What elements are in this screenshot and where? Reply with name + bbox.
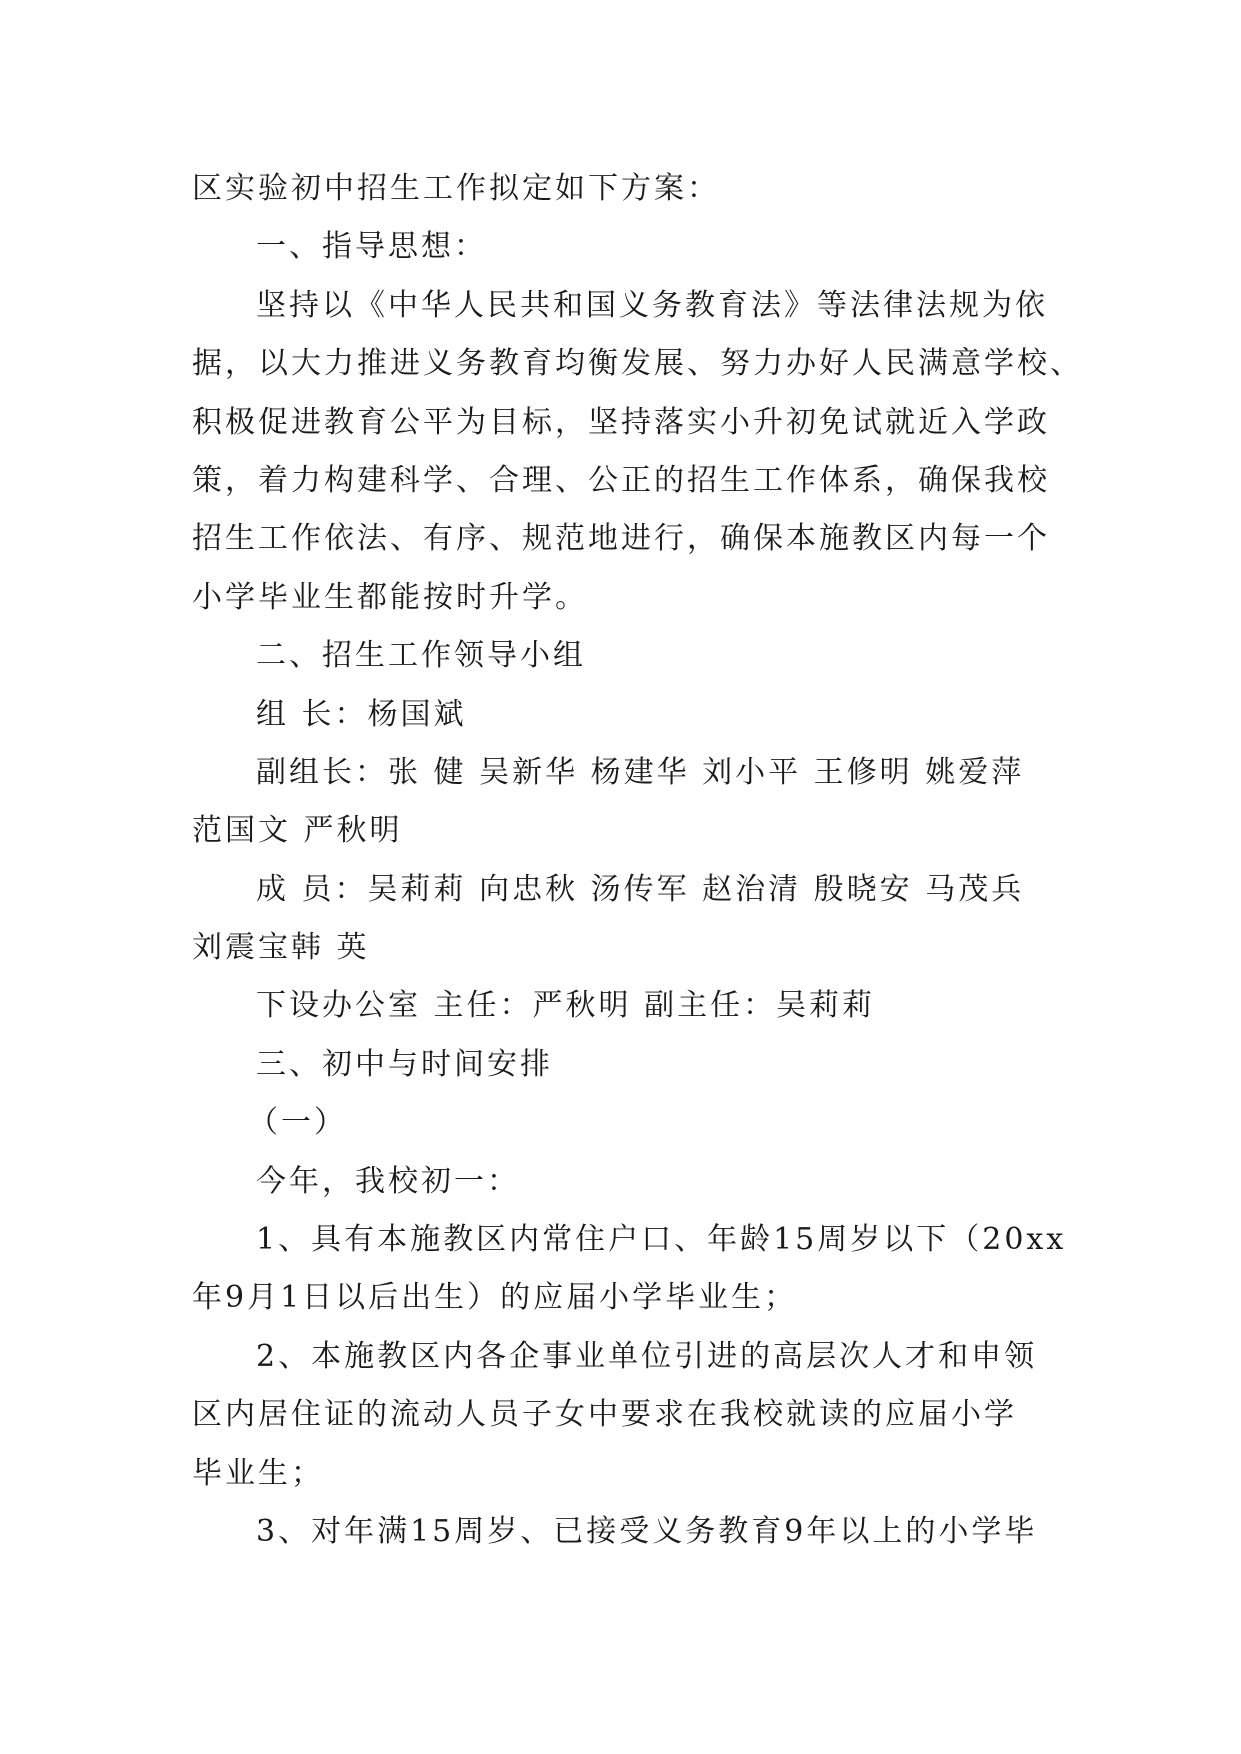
paragraph-line: 今年，我校初一：: [256, 1163, 520, 1199]
members-line: 成 员：吴莉莉 向忠秋 汤传军 赵治清 殷晓安 马茂兵: [256, 871, 1025, 907]
paragraph-line: 坚持以《中华人民共和国义务教育法》等法律法规为依: [256, 287, 1048, 323]
paragraph-line: 策，着力构建科学、合理、公正的招生工作体系，确保我校: [192, 462, 1050, 498]
paragraph-line: 区实验初中招生工作拟定如下方案：: [192, 171, 720, 206]
list-item-2-continued: 毕业生；: [192, 1455, 324, 1491]
list-item-3: 3、对年满15周岁、已接受义务教育9年以上的小学毕: [256, 1513, 1038, 1549]
paragraph-line: 据，以大力推进义务教育均衡发展、努力办好人民满意学校、: [192, 346, 1083, 382]
list-item-2: 2、本施教区内各企事业单位引进的高层次人才和申领: [256, 1338, 1038, 1374]
section-heading-leadership-group: 二、招生工作领导小组: [256, 638, 586, 674]
group-leader-line: 组 长：杨国斌: [256, 696, 467, 732]
list-item-1-continued: 年9月1日以后出生）的应届小学毕业生；: [192, 1280, 798, 1316]
section-heading-schedule: 三、初中与时间安排: [256, 1046, 553, 1082]
section-heading-guiding-thought: 一、指导思想：: [256, 229, 487, 265]
list-item-1: 1、具有本施教区内常住户口、年龄15周岁以下（20xx: [256, 1222, 1067, 1258]
deputy-leaders-continued: 范国文 严秋明: [192, 813, 403, 849]
paragraph-line: 小学毕业生都能按时升学。: [192, 579, 588, 615]
document-body: [192, 160, 1083, 1561]
paragraph-line: 招生工作依法、有序、规范地进行，确保本施教区内每一个: [192, 521, 1050, 557]
subsection-heading: （一）: [248, 1105, 347, 1141]
members-continued: 刘震宝韩 英: [192, 930, 370, 966]
office-line: 下设办公室 主任：严秋明 副主任：吴莉莉: [256, 988, 876, 1024]
paragraph-line: 积极促进教育公平为目标，坚持落实小升初免试就近入学政: [192, 404, 1050, 440]
list-item-2-continued: 区内居住证的流动人员子女中要求在我校就读的应届小学: [192, 1397, 1017, 1433]
deputy-leaders-line: 副组长：张 健 吴新华 杨建华 刘小平 王修明 姚爱萍: [256, 754, 1025, 790]
